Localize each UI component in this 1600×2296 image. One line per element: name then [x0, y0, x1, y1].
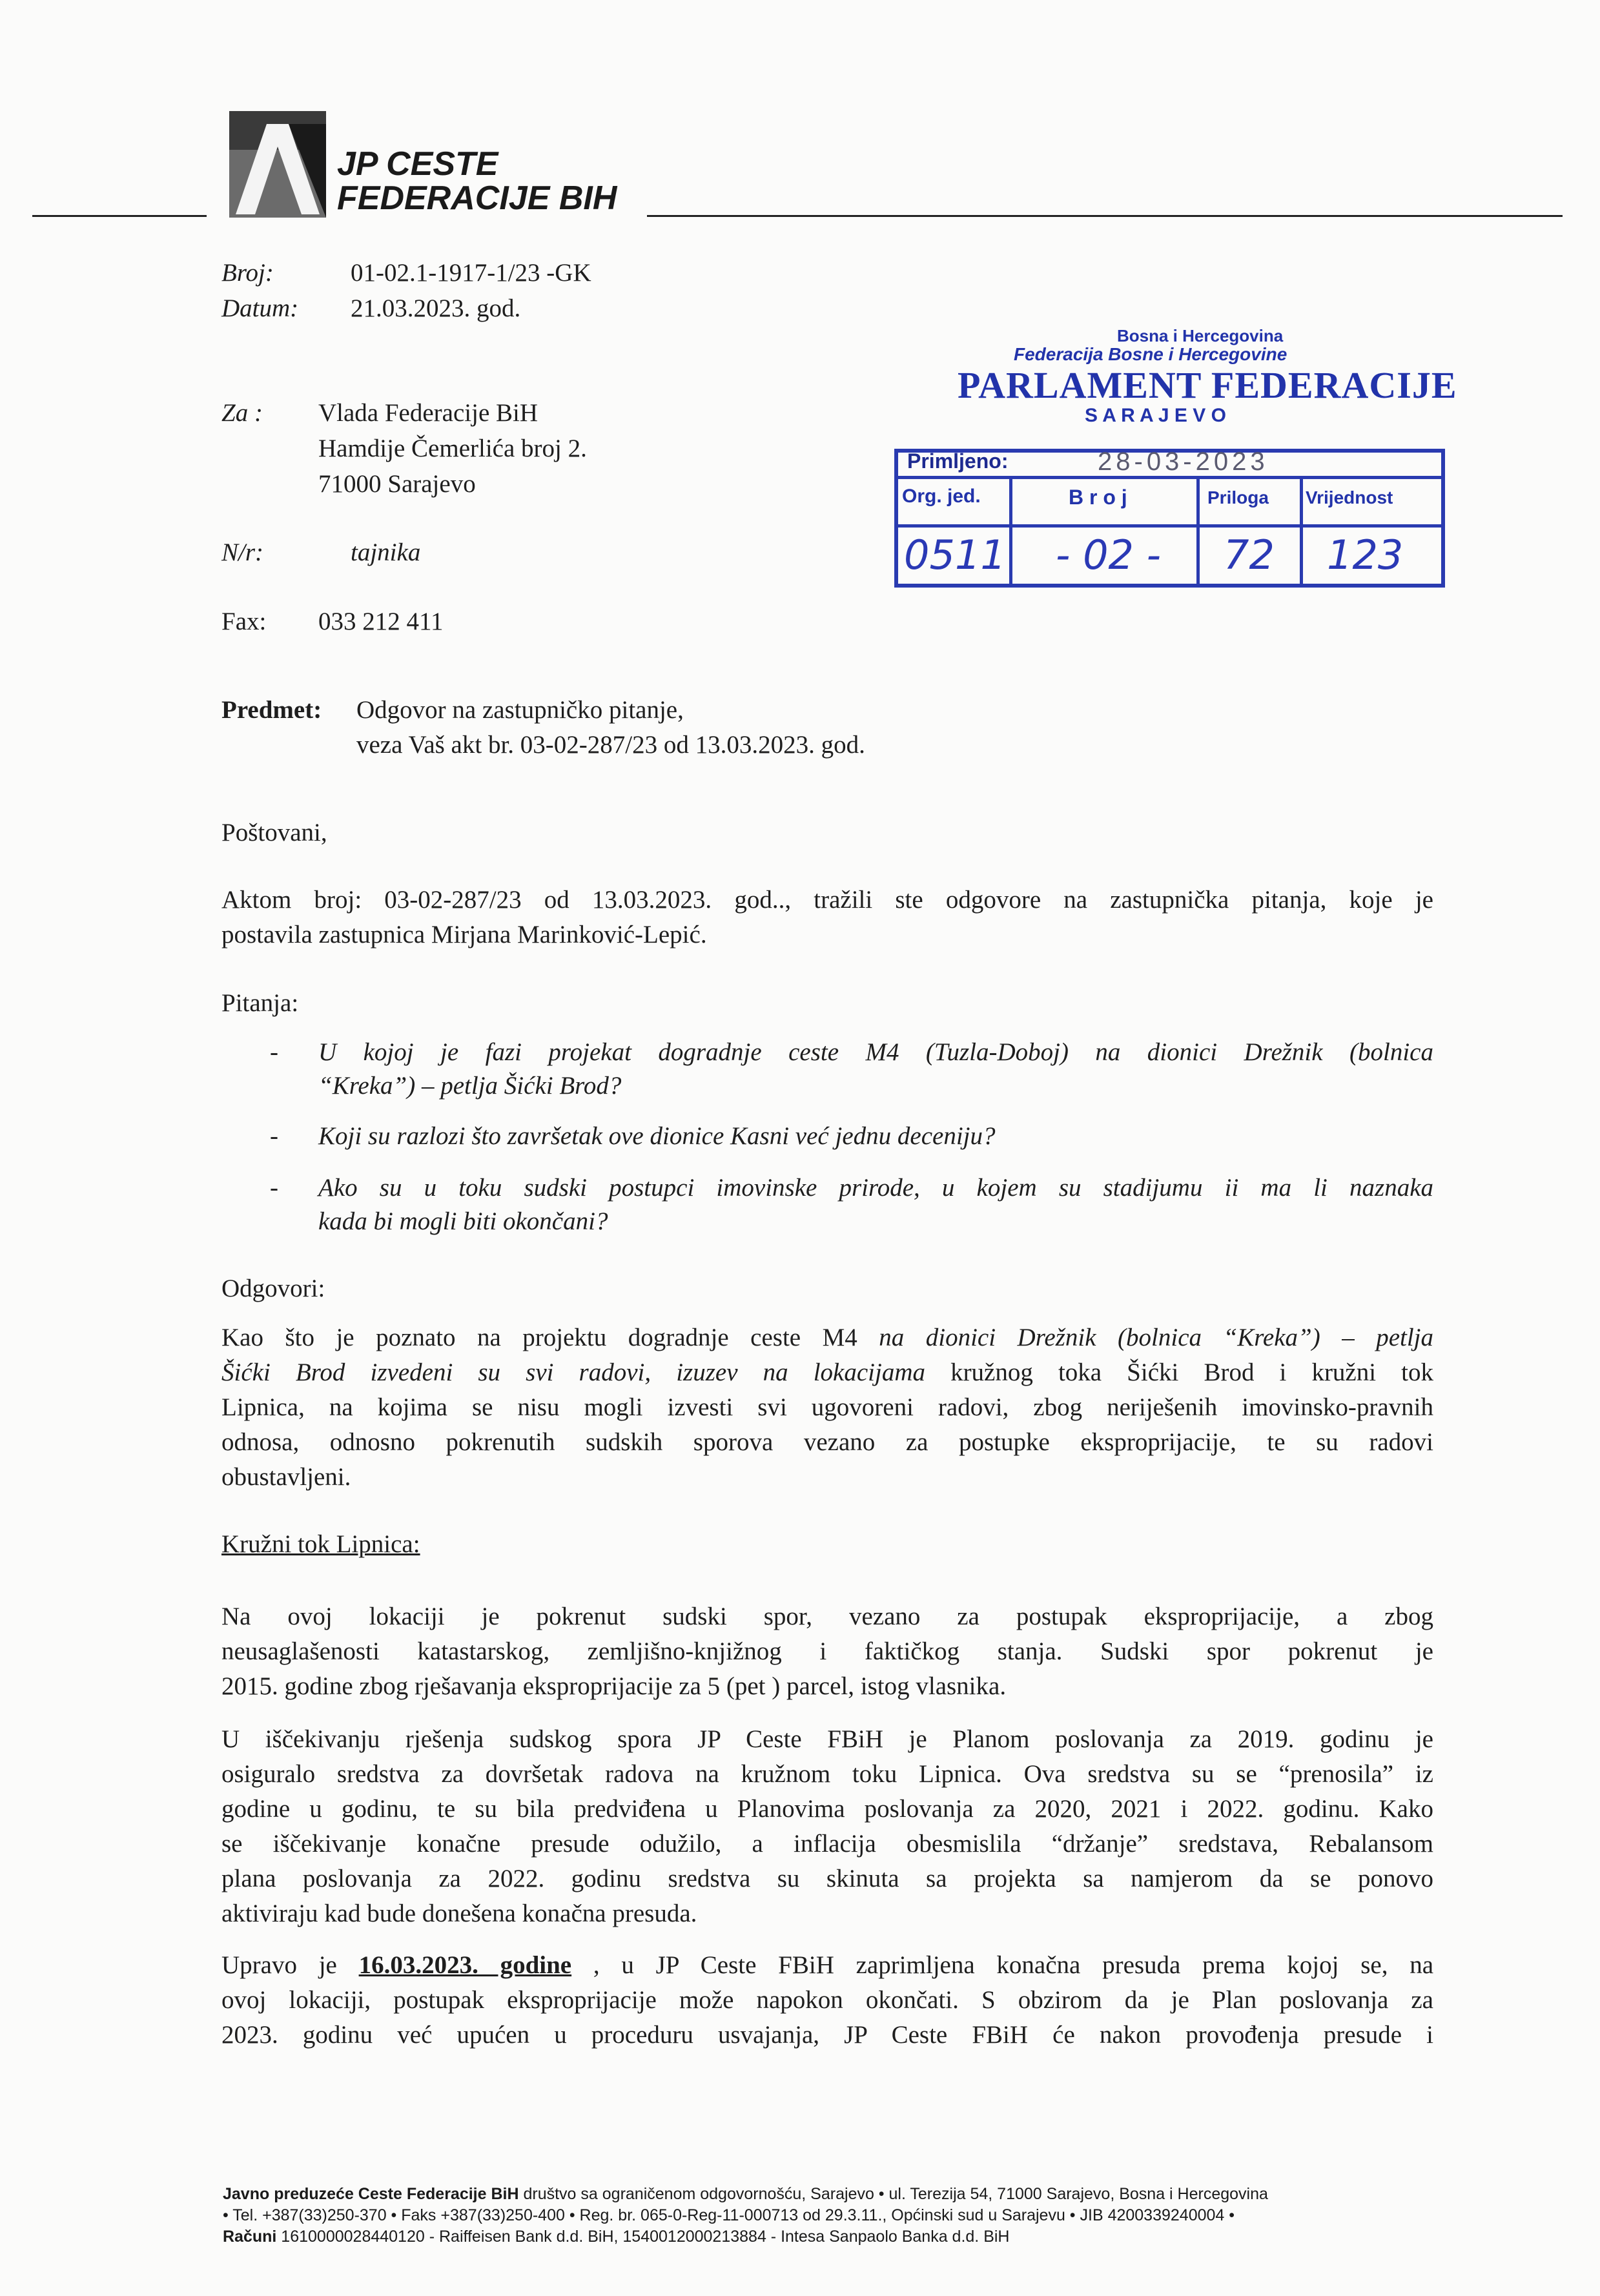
footer-line2: • Tel. +387(33)250-370 • Faks +387(33)250-400 • Reg. br. 065-0-Reg-11-000713 od 29.3.11., Općinski sud u Sarajevu • JIB 4200339240004 •	[223, 2206, 1235, 2224]
question-3-line2: kada bi mogli biti okončani?	[318, 1207, 608, 1235]
stamp-col-vrijednost: Vrijednost	[1306, 487, 1393, 507]
paragraph2-line5: plana poslovanja za 2022. godinu sredstva su skinuta sa projekta sa namjerom da se ponovo	[221, 1865, 1433, 1892]
footer-accounts: 1610000028440120 - Raiffeisen Bank d.d. BiH, 1540012000213884 - Intesa Sanpaolo Banka d.d. BiH	[276, 2228, 1010, 2246]
answer-line1-plain: Kao što je poznato na projektu dogradnje ceste M4	[221, 1324, 879, 1351]
answer-line2-plain: kružnog toka Šićki Brod i kružni tok	[925, 1358, 1433, 1386]
fax-label: Fax:	[221, 608, 267, 635]
greeting: Poštovani,	[221, 819, 327, 846]
section-heading-lipnica: Kružni tok Lipnica:	[221, 1530, 420, 1558]
stamp-col-broj: B r o j	[1069, 486, 1127, 509]
answer-line3: Lipnica, na kojima se nisu mogli izvesti svi ugovoreni radovi, zbog neriješenih imovinsko-pravnih	[221, 1393, 1433, 1421]
company-logo	[229, 111, 333, 221]
recipient-line3: 71000 Sarajevo	[318, 470, 476, 498]
question-1-line1: U kojoj je fazi projekat dogradnje ceste M4 (Tuzla-Doboj) na dionici Drežnik (bolnica	[318, 1038, 1433, 1066]
paragraph2-line3: godine u godinu, te su bila predviđena u Planovima poslovanja za 2020, 2021 i 2022. godinu. Kako	[221, 1795, 1433, 1823]
stamp-received-label: Primljeno:	[907, 449, 1009, 473]
footer-company-details: društvo sa ograničenom odgovornošću, Sarajevo • ul. Terezija 54, 71000 Sarajevo, Bosna i Hercegovina	[518, 2185, 1268, 2203]
stamp-col-divider-2	[1196, 476, 1200, 588]
answer-line5: obustavljeni.	[221, 1463, 351, 1491]
recipient-line1: Vlada Federacije BiH	[318, 399, 538, 427]
subject-line2: veza Vaš akt br. 03-02-287/23 od 13.03.2023. god.	[356, 731, 865, 759]
stamp-handwritten-org: 0511	[904, 531, 1006, 579]
recipient-label: Za :	[221, 399, 263, 427]
footer-accounts-label: Računi	[223, 2228, 277, 2246]
header-rule-left	[32, 215, 207, 217]
paragraph2-line6: aktiviraju kad bude donešena konačna presuda.	[221, 1900, 697, 1927]
paragraph2-line1: U iščekivanju rješenja sudskog spora JP Ceste FBiH je Planom poslovanja za 2019. godinu je	[221, 1725, 1433, 1753]
paragraph3-line3: 2023. godinu već upućen u proceduru usvajanja, JP Ceste FBiH će nakon provođenja presude i	[221, 2021, 1433, 2049]
paragraph3-line2: ovoj lokaciji, postupak eksproprijacije može napokon okončati. S obzirom da je Plan poslovanja za	[221, 1986, 1433, 2014]
stamp-handwritten-vrijednost: 123	[1327, 531, 1404, 579]
question-3-line1: Ako su u toku sudski postupci imovinske prirode, u kojem su stadijumu ii ma li naznaka	[318, 1174, 1433, 1202]
question-1-bullet: -	[270, 1038, 278, 1066]
recipient-line2: Hamdije Čemerlića broj 2.	[318, 435, 587, 462]
stamp-received-date: 28-03-2023	[1098, 447, 1269, 476]
stamp-handwritten-broj: - 02 -	[1056, 531, 1162, 579]
questions-heading: Pitanja:	[221, 989, 299, 1017]
company-name-line1: JP CESTE	[337, 145, 498, 183]
header-rule-right	[647, 215, 1563, 217]
stamp-col-prilog: Priloga	[1207, 487, 1269, 507]
stamp-col-org: Org. jed.	[902, 486, 981, 507]
footer-line3	[223, 2226, 1437, 2248]
footer-line1	[223, 2184, 1437, 2205]
paragraph2-line2: osiguralo sredstva za dovršetak radova na kružnom toku Lipnica. Ova sredstva su se “prenosila” iz	[221, 1760, 1433, 1788]
footer-company: Javno preduzeće Ceste Federacije BiH	[223, 2185, 519, 2203]
intro-line2: postavila zastupnica Mirjana Marinković-Lepić.	[221, 921, 707, 948]
paragraph1-line1: Na ovoj lokaciji je pokrenut sudski spor, vezano za postupak eksproprijacije, a zbog	[221, 1603, 1433, 1630]
subject-label: Predmet:	[221, 696, 322, 724]
paragraph1-line3: 2015. godine zbog rješavanja eksproprijacije za 5 (pet ) parcel, istog vlasnika.	[221, 1672, 1007, 1700]
answer-line2	[221, 1356, 1433, 1389]
answer-line1	[221, 1321, 1433, 1355]
attention-value: tajnika	[351, 538, 421, 566]
answer-line4: odnosa, odnosno pokrenutih sudskih sporova vezano za postupke eksproprijacije, te su radovi	[221, 1428, 1433, 1456]
answer-line1-italic: na dionici Drežnik (bolnica “Kreka”) – petlja	[879, 1324, 1434, 1351]
paragraph3-lead: Upravo je	[221, 1951, 359, 1979]
question-2-bullet: -	[270, 1122, 278, 1150]
question-3-bullet: -	[270, 1174, 278, 1202]
stamp-line4: S A R A J E V O	[1085, 405, 1226, 426]
broj-value: 01-02.1-1917-1/23 -GK	[351, 259, 591, 287]
stamp-row-divider-2	[894, 524, 1445, 528]
intro-line1: Aktom broj: 03-02-287/23 od 13.03.2023. god.., tražili ste odgovore na zastupnička pitanja, koje je	[221, 886, 1433, 914]
stamp-line3: PARLAMENT FEDERACIJE	[958, 364, 1457, 406]
broj-label: Broj:	[221, 259, 274, 287]
paragraph3-date: 16.03.2023. godine	[358, 1951, 572, 1979]
datum-label: Datum:	[221, 294, 299, 322]
paragraph3-line1	[221, 1949, 1433, 1982]
datum-value: 21.03.2023. god.	[351, 294, 521, 322]
company-name-line2: FEDERACIJE BIH	[337, 179, 617, 217]
fax-value: 033 212 411	[318, 608, 444, 635]
subject-line1: Odgovor na zastupničko pitanje,	[356, 696, 684, 724]
question-1-line2: “Kreka”) – petlja Šićki Brod?	[318, 1072, 622, 1100]
stamp-handwritten-prilog: 72	[1224, 531, 1275, 579]
paragraph3-tail: , u JP Ceste FBiH zaprimljena konačna presuda prema kojoj se, na	[571, 1951, 1434, 1979]
paragraph1-line2: neusaglašenosti katastarskog, zemljišno-knjižnog i faktičkog stanja. Sudski spor pokrenut je	[221, 1637, 1433, 1665]
stamp-line1: Bosna i Hercegovina	[1117, 326, 1284, 345]
stamp-col-divider-1	[1009, 476, 1012, 588]
answer-line2-italic: Šićki Brod izvedeni su svi radovi, izuzev na lokacijama	[221, 1358, 925, 1386]
question-2-text: Koji su razlozi što završetak ove dionice Kasni već jednu deceniju?	[318, 1122, 996, 1150]
attention-label: N/r:	[221, 538, 264, 566]
answers-heading: Odgovori:	[221, 1275, 325, 1302]
stamp-line2: Federacija Bosne i Hercegovine	[1014, 344, 1287, 364]
paragraph2-line4: se iščekivanje konačne presude odužilo, a inflacija obesmislila “držanje” sredstava, Rebalansom	[221, 1830, 1433, 1858]
stamp-col-divider-3	[1300, 476, 1303, 588]
